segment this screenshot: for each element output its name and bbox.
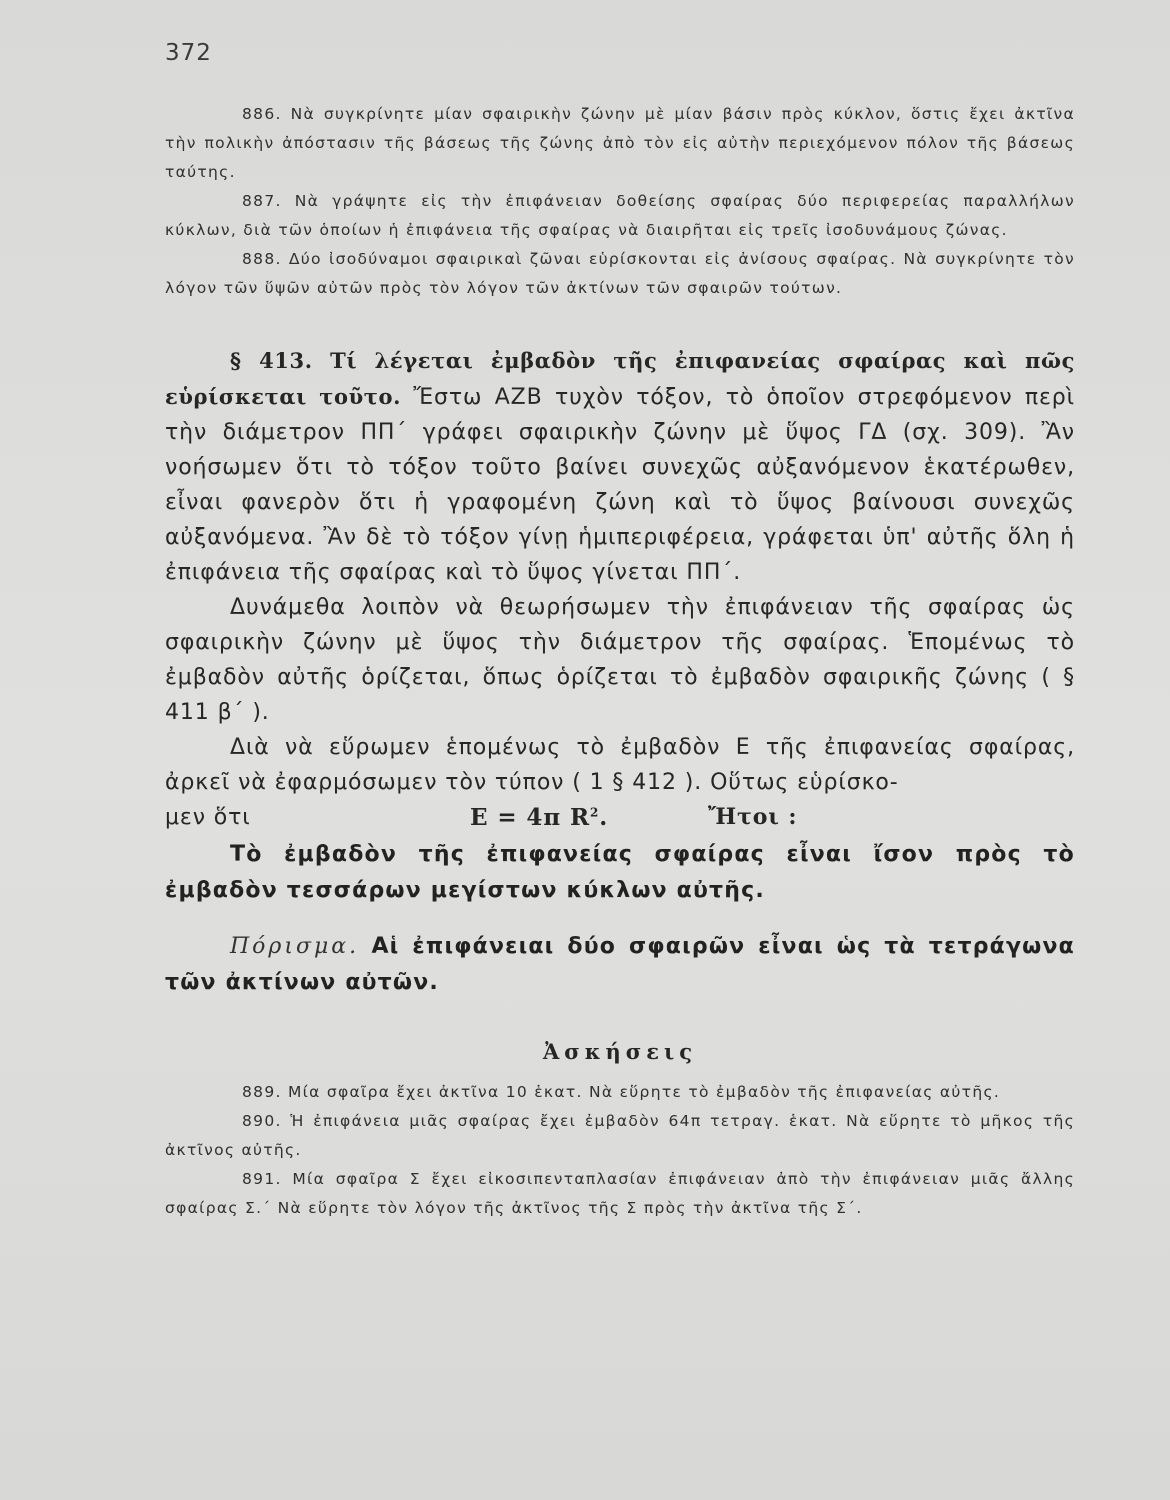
formula-etoi: Ἤτοι : bbox=[708, 804, 798, 830]
exercises-list bbox=[165, 1078, 1075, 1223]
corollary bbox=[165, 929, 1075, 1001]
page-content bbox=[165, 100, 1075, 1223]
page-number: 372 bbox=[165, 40, 212, 66]
formula-main: Ε = 4π R bbox=[470, 804, 590, 831]
formula-exponent: 2 bbox=[589, 805, 600, 820]
section-paragraph-2: Δυνάμεθα λοιπὸν νὰ θεωρήσωμεν τὴν ἐπιφάνειαν τῆς σφαίρας ὡς σφαιρικὴν ζώνην μὲ ὕψος τὴν διάμετρον τῆς σφαίρας. Ἑπομένως τὸ ἐμβαδὸν αὐτῆς ὁρίζεται, ὅπως ὁρίζεται τὸ ἐμβαδὸν σφαιρικῆς ζώνης ( § 411 β΄ ). bbox=[165, 595, 1075, 725]
corollary-label: Πόρισμα. bbox=[230, 934, 360, 959]
problem-887: 887. Νὰ γράψητε εἰς τὴν ἐπιφάνειαν δοθείσης σφαίρας δύο περιφερείας παραλλήλων κύκλων, διὰ τῶν ὁποίων ἡ ἐπιφάνεια τῆς σφαίρας νὰ διαιρῆται εἰς τρεῖς ἰσοδυνάμους ζώνας. bbox=[165, 192, 1075, 239]
formula-line bbox=[165, 800, 1075, 835]
exercise-890: 890. Ἡ ἐπιφάνεια μιᾶς σφαίρας ἔχει ἐμβαδὸν 64π τετραγ. ἑκατ. Νὰ εὕρητε τὸ μῆκος τῆς ἀκτῖνος αὐτῆς. bbox=[165, 1112, 1075, 1159]
exercise-889: 889. Μία σφαῖρα ἔχει ἀκτῖνα 10 ἑκατ. Νὰ εὕρητε τὸ ἐμβαδὸν τῆς ἐπιφανείας αὐτῆς. bbox=[242, 1083, 1001, 1101]
corollary-text: Αἱ ἐπιφάνειαι δύο σφαιρῶν εἶναι ὡς τὰ τετράγωνα τῶν ἀκτίνων αὐτῶν. bbox=[165, 934, 1075, 995]
formula-lead: μεν ὅτι bbox=[165, 805, 251, 830]
sphere-area-formula bbox=[470, 800, 608, 835]
problems-top bbox=[165, 100, 1075, 303]
section-paragraph-3: Διὰ νὰ εὕρωμεν ἑπομένως τὸ ἐμβαδὸν Ε τῆς ἐπιφανείας σφαίρας, ἀρκεῖ νὰ ἐφαρμόσωμεν τὸν τύπον ( 1 § 412 ). Οὕτως εὑρίσκο- bbox=[165, 735, 1075, 795]
exercises-title: Ἀσκήσεις bbox=[543, 1039, 697, 1064]
problem-888: 888. Δύο ἰσοδύναμοι σφαιρικαὶ ζῶναι εὑρίσκονται εἰς ἀνίσους σφαίρας. Νὰ συγκρίνητε τὸν λόγον τῶν ὕψῶν αὐτῶν πρὸς τὸν λόγον τῶν ἀκτίνων τῶν σφαιρῶν τούτων. bbox=[165, 250, 1075, 297]
section-413 bbox=[165, 343, 1075, 590]
exercise-891: 891. Μία σφαῖρα Σ ἔχει εἰκοσιπενταπλασίαν ἐπιφάνειαν ἀπὸ τὴν ἐπιφάνειαν μιᾶς ἄλλης σφαίρας Σ.΄ Νὰ εὕρητε τὸν λόγον τῆς ἀκτῖνος τῆς Σ πρὸς τὴν ἀκτῖνα τῆς Σ΄. bbox=[165, 1170, 1075, 1217]
problem-886: 886. Νὰ συγκρίνητε μίαν σφαιρικὴν ζώνην μὲ μίαν βάσιν πρὸς κύκλον, ὅστις ἔχει ἀκτῖνα τὴν πολικὴν ἀπόστασιν τῆς βάσεως τῆς ζώνης ἀπὸ τὸν εἰς αὐτὴν περιεχόμενον πόλον τῆς βάσεως ταύτης. bbox=[165, 105, 1075, 181]
section-paragraph-1: Ἔστω ΑΖΒ τυχὸν τόξον, τὸ ὁποῖον στρεφόμενον περὶ τὴν διάμετρον ΠΠ΄ γράφει σφαιρικὴν ζώνην μὲ ὕψος ΓΔ (σχ. 309). Ἂν νοήσωμεν ὅτι τὸ τόξον τοῦτο βαίνει συνεχῶς αὐξανόμενον ἑκατέρωθεν, εἶναι φανερὸν ὅτι ἡ γραφομένη ζώνη καὶ τὸ ὕψος βαίνουσι συνεχῶς αὐξανόμενα. Ἂν δὲ τὸ τόξον γίνῃ ἡμιπεριφέρεια, γράφεται ὑπ' αὐτῆς ὅλη ἡ ἐπιφάνεια τῆς σφαίρας καὶ τὸ ὕψος γίνεται ΠΠ΄. bbox=[165, 385, 1075, 585]
section-heading: § 413. Τί λέγεται ἐμβαδὸν τῆς ἐπιφανείας σφαίρας καὶ πῶς εὑρίσκεται τοῦτο. bbox=[165, 348, 1075, 409]
formula-end: . bbox=[599, 804, 609, 831]
theorem-statement: Τὸ ἐμβαδὸν τῆς ἐπιφανείας σφαίρας εἶναι ἴσον πρὸς τὸ ἐμβαδὸν τεσσάρων μεγίστων κύκλων αὐτῆς. bbox=[165, 842, 1075, 903]
